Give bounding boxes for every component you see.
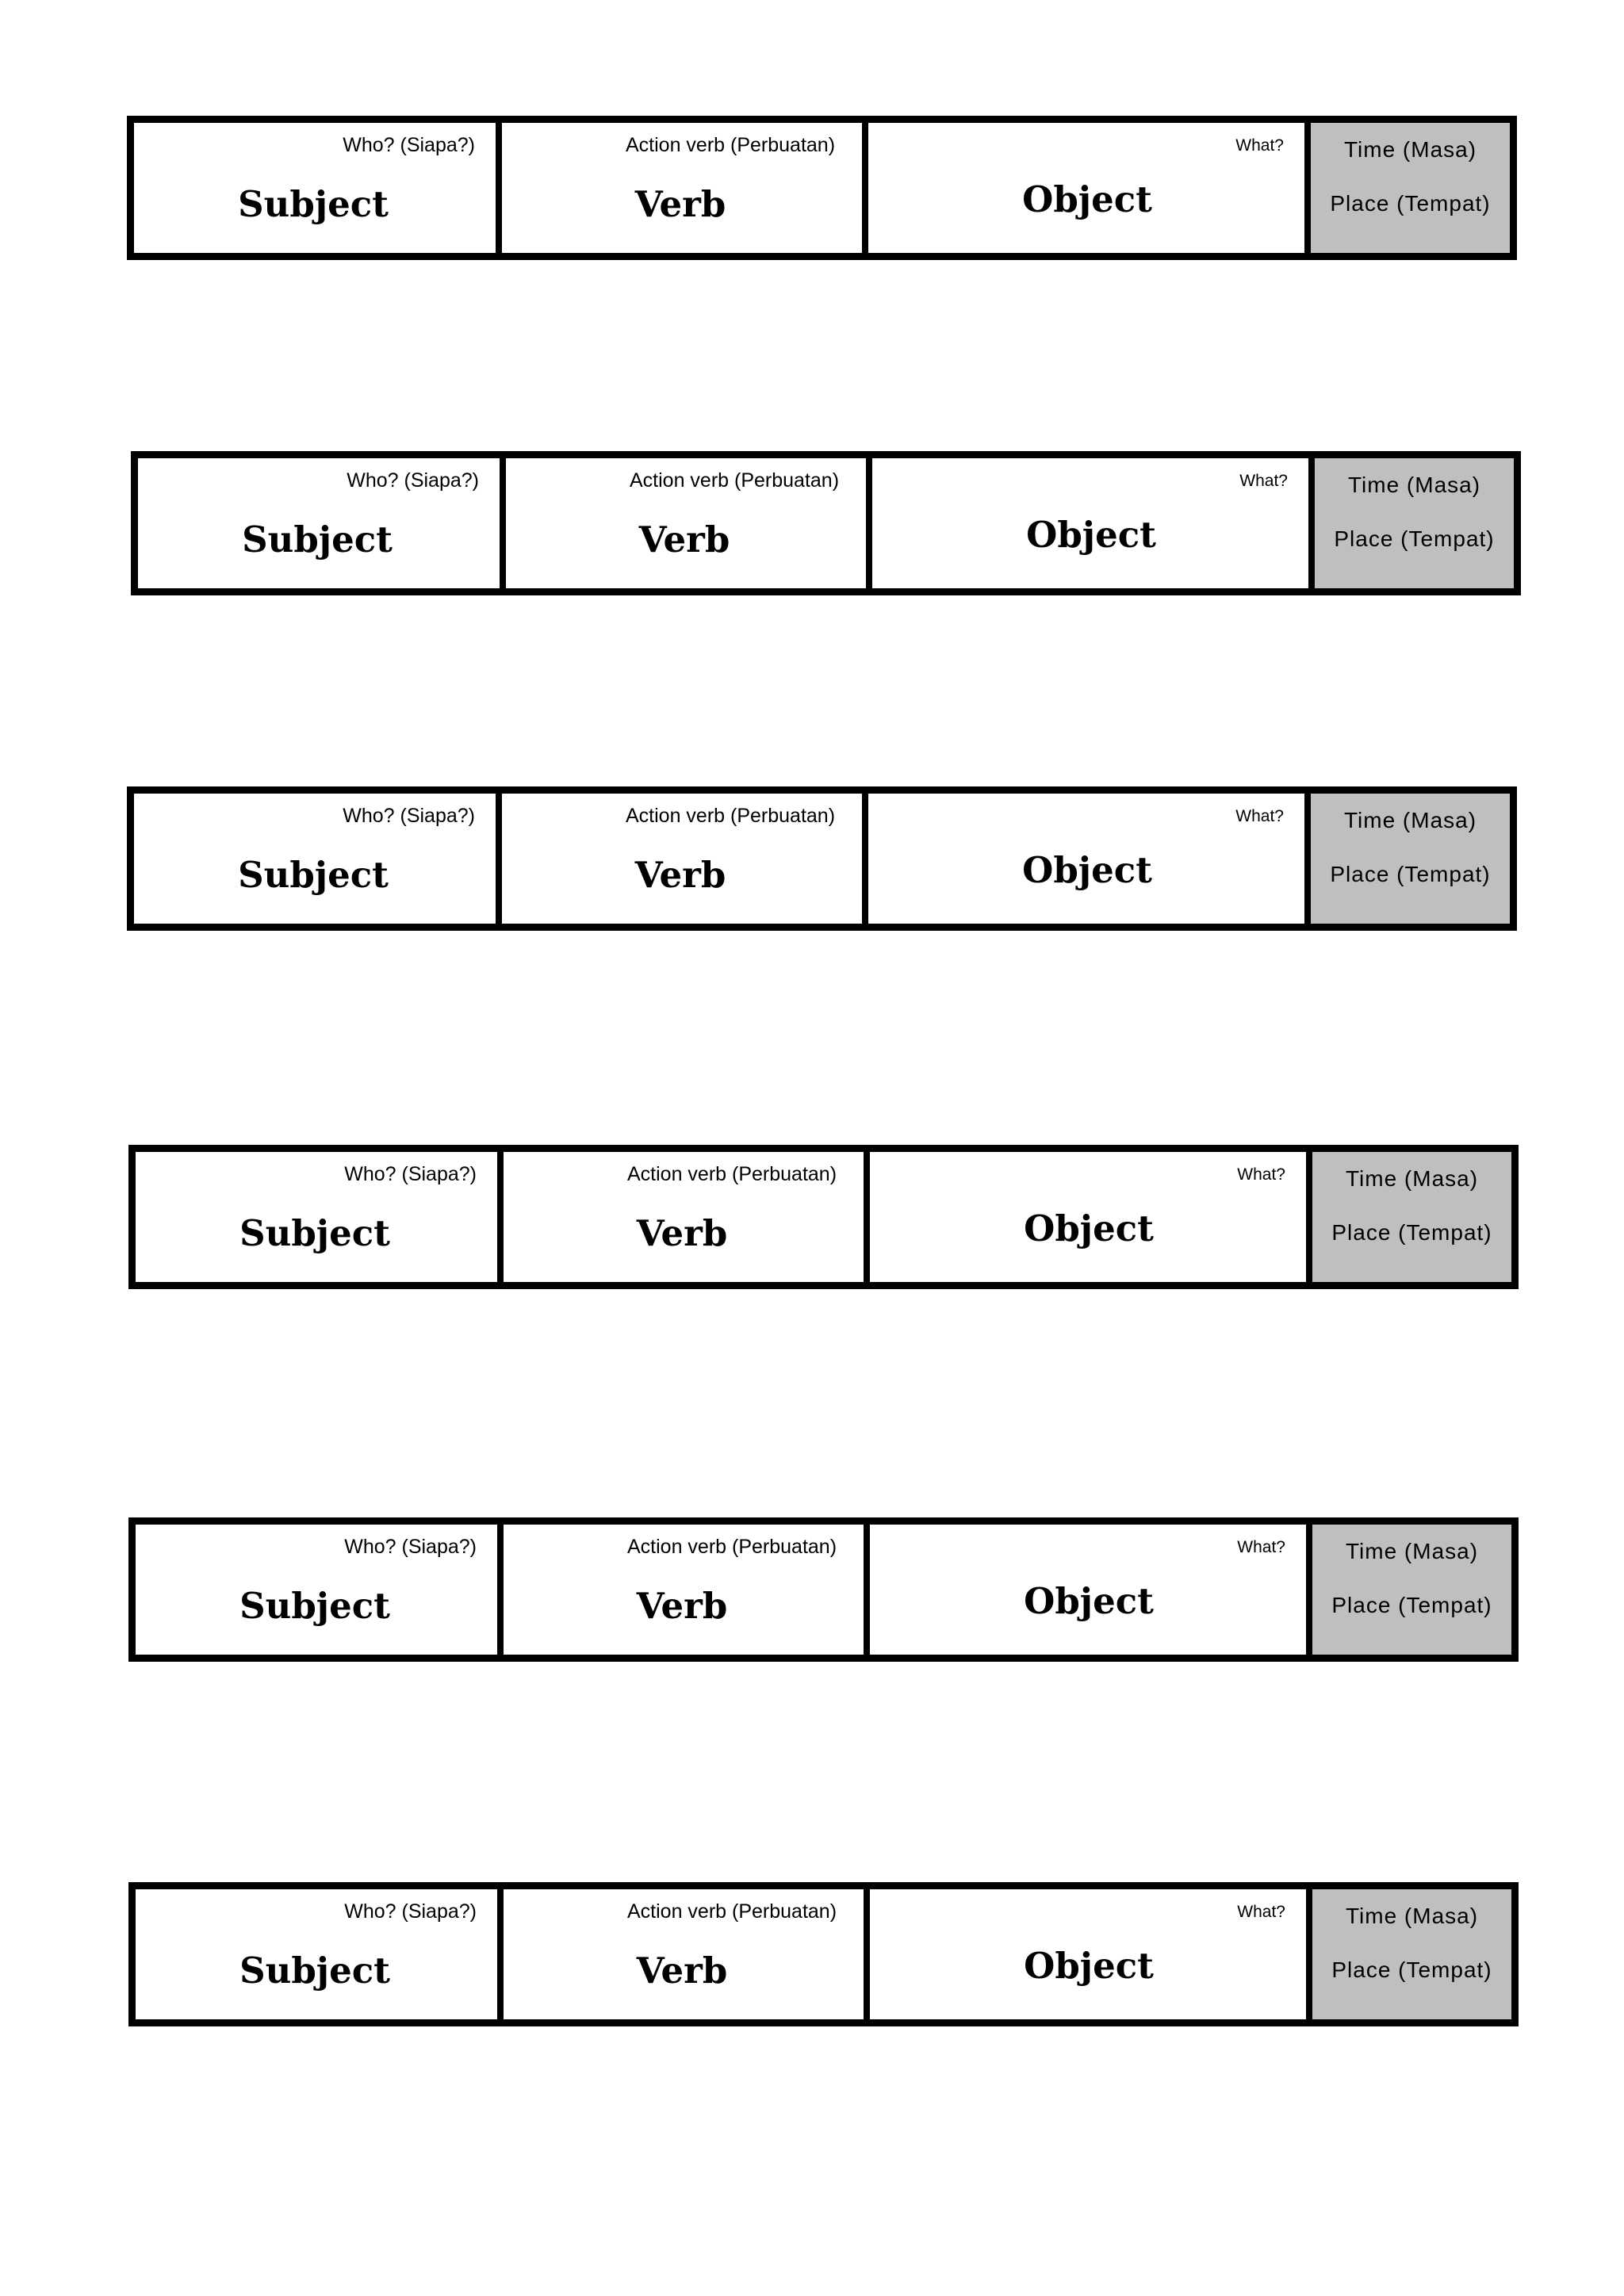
sentence-strip-4 [128,1145,1519,1289]
time-label: Time (Masa) [1343,808,1477,832]
verb-label: Verb [636,1585,728,1627]
time-place-box [1306,1889,1511,2019]
subject-hint: Who? (Siapa?) [344,1900,477,1923]
object-label: Object [1026,514,1156,556]
place-label: Place (Tempat) [1331,1957,1492,1982]
place-label: Place (Tempat) [1331,1220,1492,1245]
verb-label: Verb [636,1950,728,1992]
object-hint: What? [1237,1165,1285,1184]
time-label: Time (Masa) [1345,1904,1479,1928]
verb-box [496,123,862,253]
verb-box [497,1889,864,2019]
verb-hint: Action verb (Perbuatan) [630,469,840,492]
verb-hint: Action verb (Perbuatan) [626,134,836,156]
verb-label: Verb [634,854,726,896]
subject-label: Subject [239,1950,390,1992]
object-hint: What? [1237,1538,1285,1556]
object-label: Object [1022,178,1152,220]
subject-hint: Who? (Siapa?) [343,805,475,827]
object-label: Object [1024,1580,1154,1622]
sentence-strip-5 [128,1517,1519,1662]
object-box [864,1889,1306,2019]
subject-label: Subject [238,854,389,896]
verb-box [500,458,866,588]
time-place-box [1306,1152,1511,1282]
verb-label: Verb [634,183,726,225]
subject-box [136,1152,497,1282]
object-hint: What? [1235,136,1284,155]
subject-hint: Who? (Siapa?) [344,1536,477,1558]
object-label: Object [1024,1945,1154,1987]
subject-box [138,458,500,588]
subject-label: Subject [242,519,393,561]
verb-hint: Action verb (Perbuatan) [626,805,836,827]
object-box [862,123,1304,253]
time-label: Time (Masa) [1345,1166,1479,1191]
sentence-strip-1 [127,116,1517,260]
place-label: Place (Tempat) [1331,1593,1492,1617]
subject-label: Subject [238,183,389,225]
verb-box [497,1152,864,1282]
sentence-strip-2 [131,451,1521,595]
time-label: Time (Masa) [1347,473,1481,497]
time-place-box [1304,123,1510,253]
object-box [862,794,1304,924]
object-hint: What? [1239,472,1288,490]
time-place-box [1306,1525,1511,1655]
object-hint: What? [1235,807,1284,825]
time-place-box [1308,458,1514,588]
time-label: Time (Masa) [1345,1539,1479,1563]
verb-label: Verb [638,519,730,561]
verb-hint: Action verb (Perbuatan) [627,1163,837,1185]
verb-hint: Action verb (Perbuatan) [627,1536,837,1558]
subject-box [136,1889,497,2019]
subject-box [134,794,496,924]
verb-box [496,794,862,924]
verb-box [497,1525,864,1655]
place-label: Place (Tempat) [1334,526,1495,551]
object-box [864,1152,1306,1282]
subject-hint: Who? (Siapa?) [347,469,479,492]
place-label: Place (Tempat) [1330,862,1491,886]
time-label: Time (Masa) [1343,137,1477,162]
subject-hint: Who? (Siapa?) [344,1163,477,1185]
verb-hint: Action verb (Perbuatan) [627,1900,837,1923]
subject-hint: Who? (Siapa?) [343,134,475,156]
subject-box [136,1525,497,1655]
sentence-strip-3 [127,786,1517,931]
object-hint: What? [1237,1903,1285,1921]
subject-box [134,123,496,253]
place-label: Place (Tempat) [1330,191,1491,216]
sentence-strip-6 [128,1882,1519,2026]
subject-label: Subject [239,1212,390,1254]
object-label: Object [1022,849,1152,891]
object-box [866,458,1308,588]
subject-label: Subject [239,1585,390,1627]
object-box [864,1525,1306,1655]
object-label: Object [1024,1207,1154,1249]
time-place-box [1304,794,1510,924]
verb-label: Verb [636,1212,728,1254]
